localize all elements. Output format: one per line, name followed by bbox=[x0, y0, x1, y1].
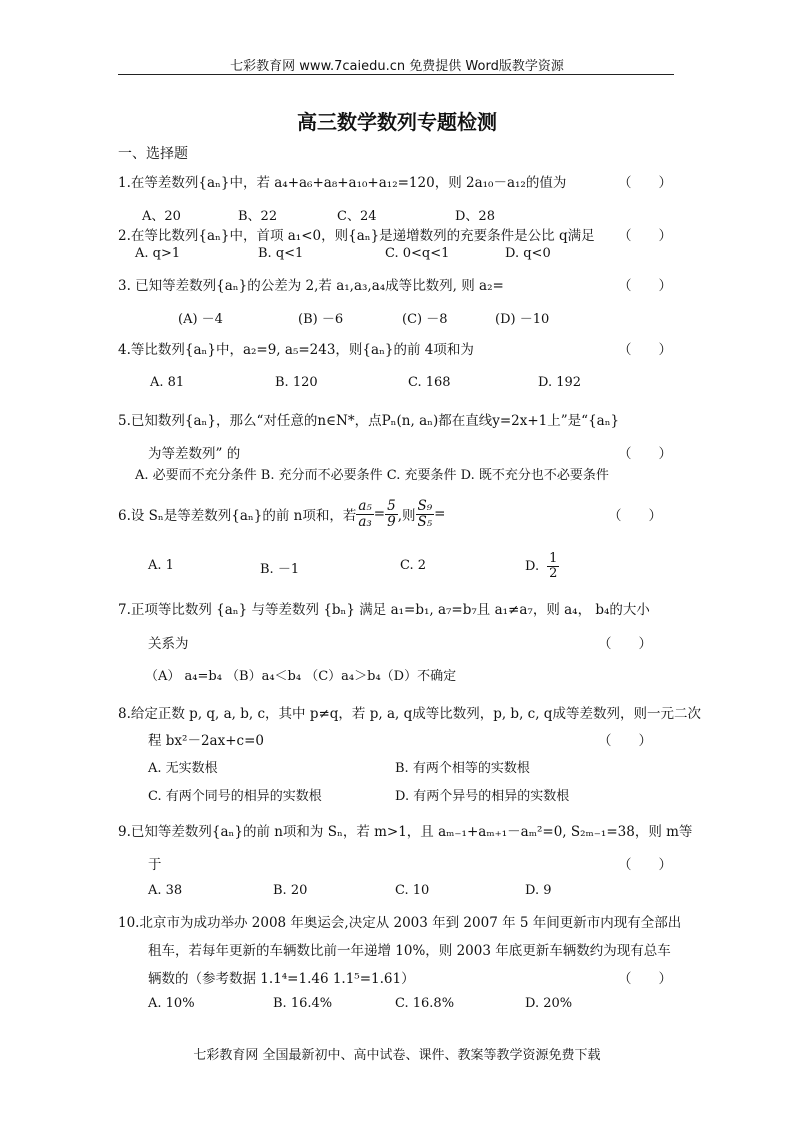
fraction-denominator: S₅ bbox=[417, 513, 433, 530]
question-10-option-d: D. 20% bbox=[525, 996, 573, 1011]
option-label: D. bbox=[525, 558, 540, 574]
question-9-option-d: D. 9 bbox=[525, 883, 552, 898]
question-10-option-b: B. 16.4% bbox=[273, 996, 333, 1011]
question-5-stem: 5.已知数列{aₙ}，那么“对任意的n∈N*，点Pₙ(n, aₙ)都在直线y=2x+1上”是“{aₙ} bbox=[118, 413, 620, 429]
question-1-option-d: D、28 bbox=[455, 209, 495, 224]
question-2-option-c: C. 0<q<1 bbox=[385, 246, 450, 261]
question-9-stem-cont: 于 bbox=[148, 857, 162, 873]
question-3-option-c: (C) －8 bbox=[402, 312, 448, 327]
question-6-option-d bbox=[525, 546, 559, 586]
fraction-numerator: 5 bbox=[387, 498, 396, 515]
question-2-answer-blank: （ ） bbox=[618, 228, 672, 244]
question-6-answer-blank: （ ） bbox=[608, 508, 662, 524]
option-d-fraction bbox=[547, 552, 559, 580]
page-title: 高三数学数列专题检测 bbox=[297, 110, 497, 134]
question-6-fraction-c bbox=[416, 499, 435, 528]
question-5-options: A. 必要而不充分条件 B. 充分而不必要条件 C. 充要条件 D. 既不充分也不必要条件 bbox=[135, 468, 609, 483]
question-9-option-a: A. 38 bbox=[148, 883, 183, 898]
question-3-option-b: (B) －6 bbox=[298, 312, 344, 327]
fraction-numerator: S₉ bbox=[417, 498, 433, 515]
question-6-fraction-b bbox=[385, 499, 398, 528]
question-6-fraction-a bbox=[356, 499, 373, 528]
question-3-answer-blank: （ ） bbox=[618, 278, 672, 294]
question-2-option-b: B. q<1 bbox=[258, 246, 304, 261]
question-10-answer-blank: （ ） bbox=[618, 971, 672, 987]
question-4-option-c: C. 168 bbox=[408, 375, 451, 390]
equals-sign: = bbox=[373, 506, 386, 522]
question-6-option-b: B. －1 bbox=[260, 562, 300, 577]
question-6-option-c: C. 2 bbox=[400, 558, 427, 573]
question-8-option-c: C. 有两个同号的相异的实数根 bbox=[148, 789, 322, 804]
question-2-stem: 2.在等比数列{aₙ}中，首项 a₁<0，则{aₙ}是递增数列的充要条件是公比 q满足 bbox=[118, 228, 595, 244]
question-9-answer-blank: （ ） bbox=[618, 857, 672, 873]
question-4-option-d: D. 192 bbox=[538, 375, 582, 390]
question-5-answer-blank: （ ） bbox=[618, 446, 672, 462]
question-3-option-a: (A) －4 bbox=[178, 312, 223, 327]
question-5-stem-cont: 为等差数列” 的 bbox=[148, 446, 241, 462]
question-9-option-b: B. 20 bbox=[273, 883, 308, 898]
question-7-stem: 7.正项等比数列 {aₙ} 与等差数列 {bₙ} 满足 a₁=b₁, a₇=b₇且 a₁≠a₇，则 a₄， b₄的大小 bbox=[118, 602, 650, 618]
question-6-option-a: A. 1 bbox=[148, 558, 174, 573]
question-8-stem-cont: 程 bx²－2ax+c=0 bbox=[148, 733, 264, 749]
question-6-prefix: 6.设 Sₙ是等差数列{aₙ}的前 n项和，若 bbox=[118, 508, 357, 524]
question-7-stem-cont: 关系为 bbox=[148, 636, 189, 652]
question-9-option-c: C. 10 bbox=[395, 883, 430, 898]
question-10-stem-cont2: 辆数的（参考数据 1.1⁴=1.46 1.1⁵=1.61） bbox=[148, 971, 415, 987]
fraction-numerator: a₅ bbox=[358, 498, 372, 515]
section-heading: 一、选择题 bbox=[118, 146, 188, 162]
question-7-options: （A） a₄=b₄ （B）a₄＜b₄ （C）a₄＞b₄（D）不确定 bbox=[145, 669, 457, 684]
question-1-answer-blank: （ ） bbox=[618, 175, 672, 191]
question-3-stem: 3. 已知等差数列{aₙ}的公差为 2,若 a₁,a₃,a₄成等比数列, 则 a₂= bbox=[118, 278, 504, 294]
question-10-option-a: A. 10% bbox=[148, 996, 195, 1011]
question-7-answer-blank: （ ） bbox=[598, 636, 652, 652]
question-2-option-d: D. q<0 bbox=[505, 246, 551, 261]
question-6-tail: = bbox=[434, 506, 446, 522]
fraction-denominator: 9 bbox=[387, 513, 396, 530]
question-1-option-c: C、24 bbox=[337, 209, 377, 224]
question-8-answer-blank: （ ） bbox=[598, 733, 652, 749]
question-8-option-d: D. 有两个异号的相异的实数根 bbox=[395, 789, 570, 804]
question-4-answer-blank: （ ） bbox=[618, 342, 672, 358]
page-footer: 七彩教育网 全国最新初中、高中试卷、课件、教案等教学资源免费下载 bbox=[193, 1048, 601, 1063]
question-6-mid: ,则 bbox=[397, 508, 416, 524]
question-4-option-b: B. 120 bbox=[275, 375, 318, 390]
question-4-option-a: A. 81 bbox=[150, 375, 185, 390]
question-1-option-b: B、22 bbox=[238, 209, 278, 224]
question-2-option-a: A. q>1 bbox=[135, 246, 181, 261]
question-10-stem: 10.北京市为成功举办 2008 年奥运会,决定从 2003 年到 2007 年 5 年间更新市内现有全部出 bbox=[118, 915, 682, 931]
question-8-stem: 8.给定正数 p, q, a, b, c，其中 p≠q，若 p, a, q成等比数列，p, b, c, q成等差数列，则一元二次 bbox=[118, 706, 701, 722]
question-10-stem-cont: 租车，若每年更新的车辆数比前一年递增 10%，则 2003 年底更新车辆数约为现有总车 bbox=[148, 943, 671, 959]
header-rule bbox=[118, 74, 674, 75]
question-3-option-d: (D) －10 bbox=[495, 312, 550, 327]
fraction-numerator: 1 bbox=[549, 550, 558, 566]
question-8-option-b: B. 有两个相等的实数根 bbox=[395, 761, 530, 776]
question-4-stem: 4.等比数列{aₙ}中，a₂=9, a₅=243，则{aₙ}的前 4项和为 bbox=[118, 342, 474, 358]
question-1-option-a: A、20 bbox=[142, 209, 181, 224]
page-header: 七彩教育网 www.7caiedu.cn 免费提供 Word版教学资源 bbox=[230, 59, 564, 74]
question-9-stem: 9.已知等差数列{aₙ}的前 n项和为 Sₙ，若 m>1，且 aₘ₋₁+aₘ₊₁－aₘ²=0, S₂ₘ₋₁=38，则 m等 bbox=[118, 824, 693, 840]
question-8-option-a: A. 无实数根 bbox=[148, 761, 218, 776]
fraction-denominator: a₃ bbox=[358, 513, 372, 530]
fraction-denominator: 2 bbox=[549, 565, 558, 581]
question-1-stem: 1.在等差数列{aₙ}中，若 a₄+a₆+a₈+a₁₀+a₁₂=120，则 2a₁₀－a₁₂的值为 bbox=[118, 175, 567, 191]
question-6-stem bbox=[118, 494, 445, 534]
question-10-option-c: C. 16.8% bbox=[395, 996, 455, 1011]
